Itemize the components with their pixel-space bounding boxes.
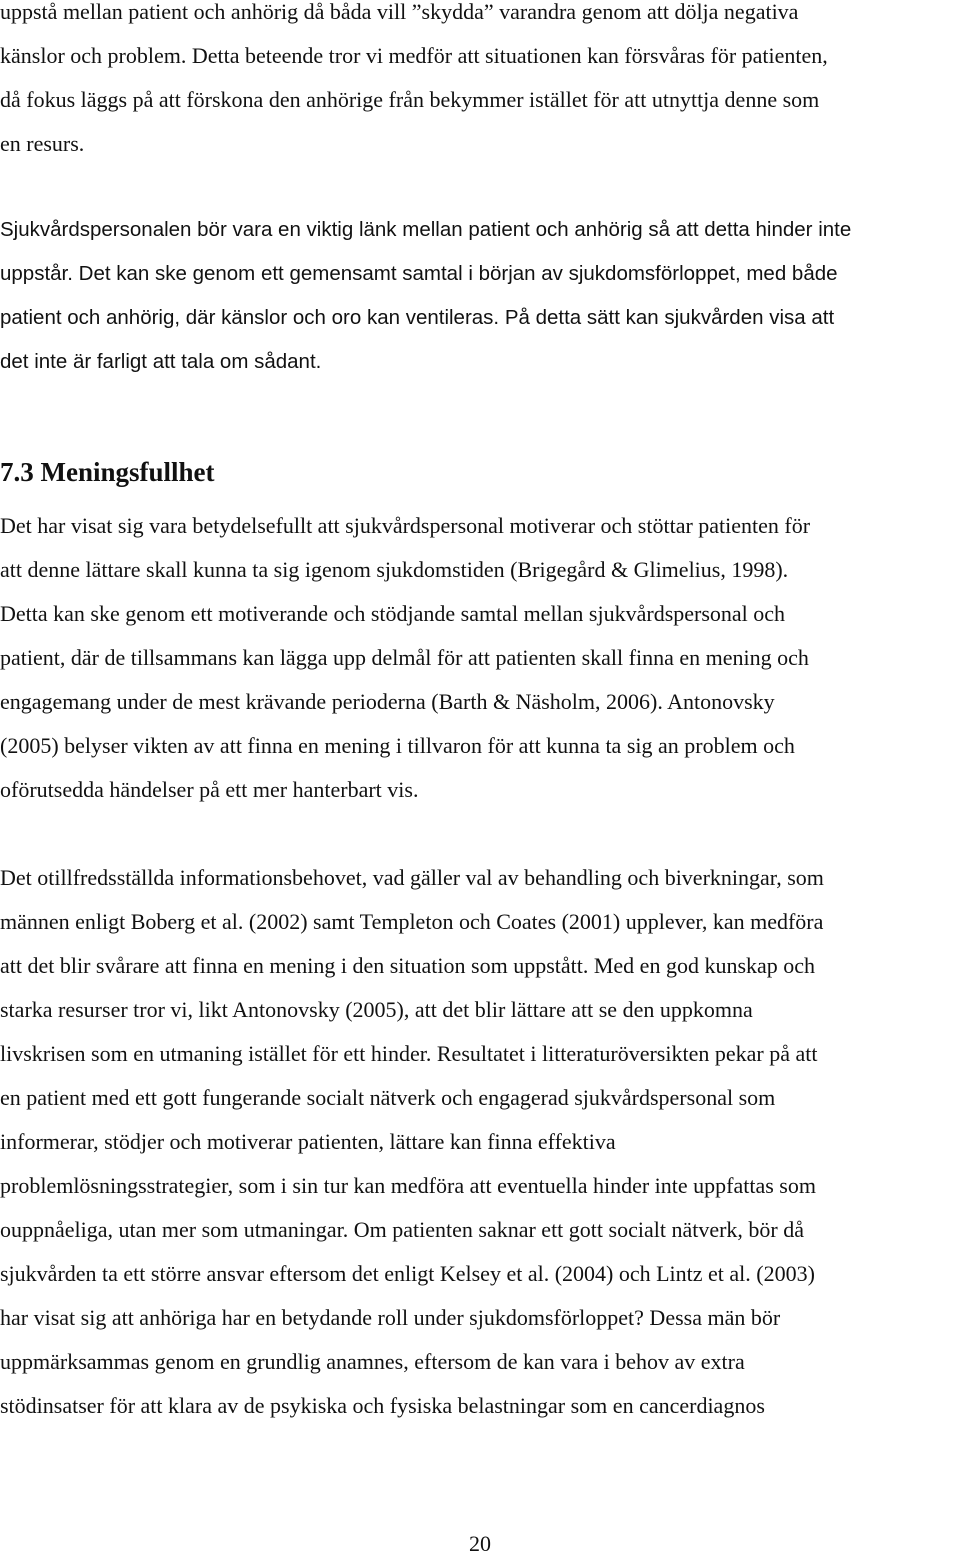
text-line: uppmärksammas genom en grundlig anamnes, eftersom de kan vara i behov av extra [0, 1349, 745, 1374]
text-line: känslor och problem. Detta beteende tror vi medför att situationen kan försvåras för patienten, [0, 43, 828, 68]
text-line: engagemang under de mest krävande perioderna (Barth & Näsholm, 2006). Antonovsky [0, 689, 775, 714]
text-line: Detta kan ske genom ett motiverande och stödjande samtal mellan sjukvårdspersonal och [0, 601, 786, 626]
text-line: patient, där de tillsammans kan lägga upp delmål för att patienten skall finna en mening och [0, 645, 809, 670]
text-line: har visat sig att anhöriga har en betydande roll under sjukdomsförloppet? Dessa män bör [0, 1305, 781, 1330]
text-line: oförutsedda händelser på ett mer hanterbart vis. [0, 777, 419, 802]
paragraph-meaning [0, 504, 960, 812]
text-line: det inte är farligt att tala om sådant. [0, 350, 322, 373]
text-line: Det otillfredsställda informationsbehovet, vad gäller val av behandling och biverkningar, som [0, 865, 824, 890]
text-line: att denne lättare skall kunna ta sig igenom sjukdomstiden (Brigegård & Glimelius, 1998). [0, 557, 789, 582]
text-line: en patient med ett gott fungerande socialt nätverk och engagerad sjukvårdspersonal som [0, 1085, 776, 1110]
text-line: starka resurser tror vi, likt Antonovsky (2005), att det blir lättare att se den uppkomna [0, 997, 753, 1022]
text-line: uppstå mellan patient och anhörig då båda vill ”skydda” varandra genom att dölja negativa [0, 0, 799, 24]
text-line: informerar, stödjer och motiverar patienten, lättare kan finna effektiva [0, 1129, 616, 1154]
text-line: problemlösningsstrategier, som i sin tur kan medföra att eventuella hinder inte uppfattas som [0, 1173, 816, 1198]
text-line: en resurs. [0, 131, 85, 156]
text-line: uppstår. Det kan ske genom ett gemensamt samtal i början av sjukdomsförloppet, med både [0, 262, 838, 285]
text-line: Det har visat sig vara betydelsefullt att sjukvårdspersonal motiverar och stöttar patienten för [0, 513, 811, 538]
text-line: Sjukvårdspersonalen bör vara en viktig länk mellan patient och anhörig så att detta hinder inte [0, 218, 852, 241]
page-number: 20 [469, 1531, 491, 1556]
paragraph-information-need [0, 856, 960, 1428]
text-line: livskrisen som en utmaning istället för ett hinder. Resultatet i litteraturöversikten pekar på att [0, 1041, 818, 1066]
text-line: patient och anhörig, där känslor och oro kan ventileras. På detta sätt kan sjukvården visa att [0, 306, 835, 329]
paragraph-intro [0, 0, 960, 166]
text-line: männen enligt Boberg et al. (2002) samt Templeton och Coates (2001) upplever, kan medföra [0, 909, 824, 934]
section-heading: 7.3 Meningsfullhet [0, 457, 215, 487]
text-line: (2005) belyser vikten av att finna en mening i tillvaron för att kunna ta sig an problem och [0, 733, 795, 758]
text-line: att det blir svårare att finna en mening i den situation som uppstått. Med en god kunskap och [0, 953, 816, 978]
text-line: ouppnåeliga, utan mer som utmaningar. Om patienten saknar ett gott socialt nätverk, bör då [0, 1217, 804, 1242]
paragraph-staff-role [0, 208, 960, 384]
text-line: stödinsatser för att klara av de psykiska och fysiska belastningar som en cancerdiagnos [0, 1393, 765, 1418]
text-line: sjukvården ta ett större ansvar eftersom det enligt Kelsey et al. (2004) och Lintz et al. (2003) [0, 1261, 815, 1286]
text-line: då fokus läggs på att förskona den anhörige från bekymmer istället för att utnyttja denne som [0, 87, 820, 112]
